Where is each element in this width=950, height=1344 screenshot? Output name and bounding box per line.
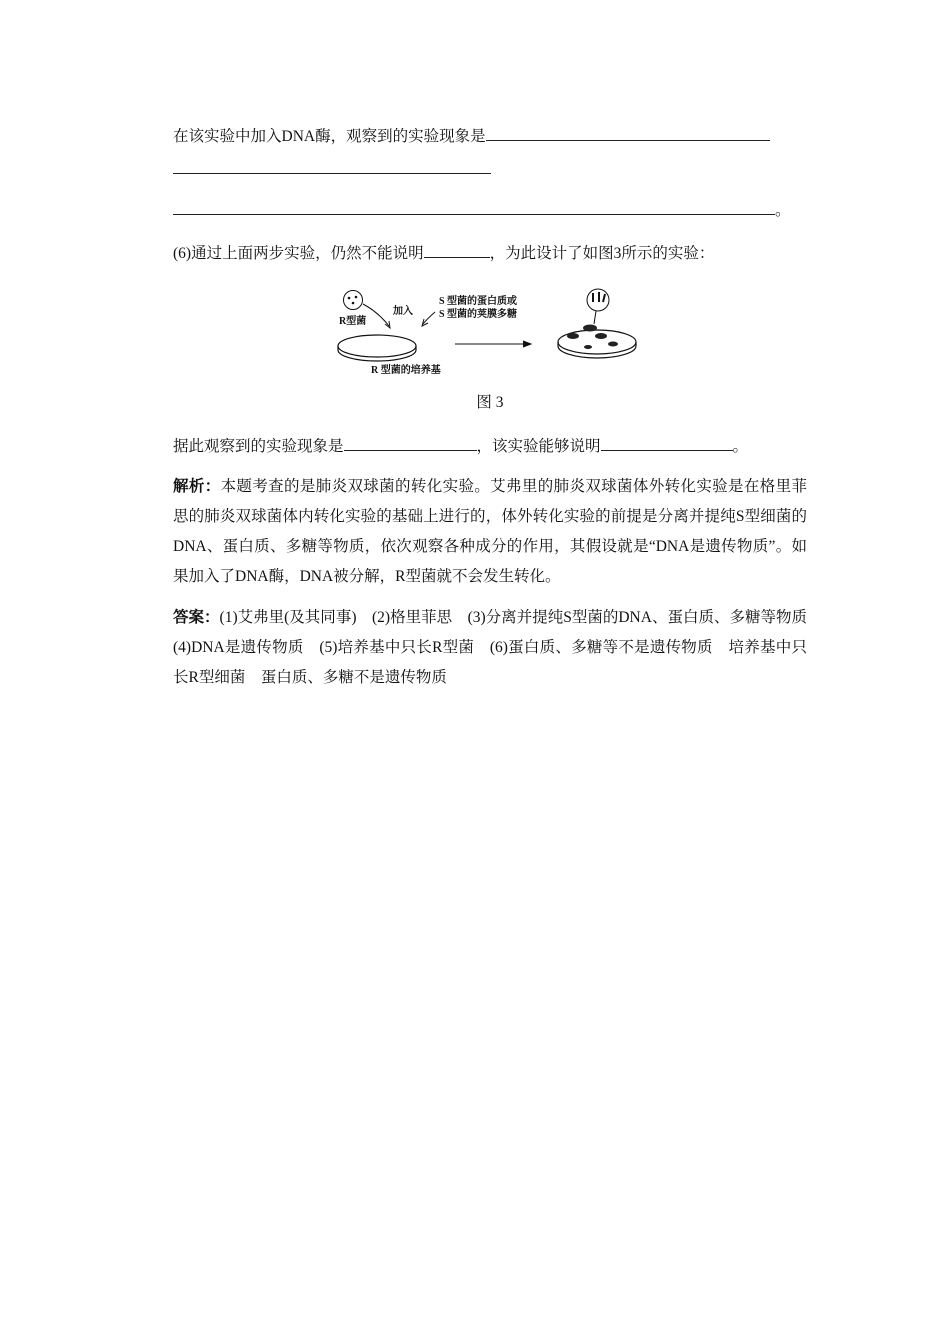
magnified-colony-icon [587, 289, 609, 324]
question-6-suffix: ，为此设计了如图3所示的实验： [489, 245, 715, 262]
analysis-paragraph [173, 472, 807, 592]
analysis-label: 解析： [173, 478, 221, 495]
answer-blank[interactable] [344, 433, 477, 451]
answer-blank[interactable] [601, 433, 733, 451]
period-mark: 。 [732, 438, 749, 455]
question-5-line-2 [173, 156, 491, 181]
question-5-text: 在该实验中加入DNA酶，观察到的实验现象是 [173, 128, 486, 145]
colony-icon [595, 333, 607, 339]
colony-icon [584, 345, 592, 349]
question-5-line [173, 123, 770, 148]
question-6b-line [173, 433, 748, 458]
r-bacteria-label: R型菌 [339, 316, 367, 327]
petri-dish-left [338, 335, 416, 361]
answer-blank[interactable] [173, 156, 491, 174]
answer-paragraph [173, 603, 823, 693]
medium-label: R 型菌的培养基 [371, 365, 441, 376]
answer-label: 答案： [173, 609, 220, 626]
figure-caption: 图 3 [476, 394, 504, 411]
question-5-line-3 [173, 197, 791, 222]
add-label: 加入 [393, 306, 413, 317]
answer-blank[interactable] [173, 197, 775, 215]
petri-dish-right [558, 325, 636, 359]
analysis-text: 本题考查的是肺炎双球菌的转化实验。艾弗里的肺炎双球菌体外转化实验是在格里菲思的肺炎双球菌体内转化实验的基础上进行的，体外转化实验的前提是分离并提纯S型细菌的DNA、蛋白质、多糖等物质，依次观察各种成分的作用，其假设就是“DNA是遗传物质”。如果加入了DNA酶，DNA被分解，R型菌就不会发生转化。 [173, 478, 807, 585]
question-6b-prefix: 据此观察到的实验现象是 [173, 438, 344, 455]
question-6-prefix: (6)通过上面两步实验，仍然不能说明 [173, 245, 424, 262]
r-bacteria-icon [344, 291, 363, 310]
answer-blank[interactable] [424, 240, 490, 258]
colony-icon [583, 325, 597, 332]
colony-icon [567, 333, 579, 339]
figure-3-diagram [333, 286, 653, 378]
arrow-line [363, 304, 389, 326]
arrow-line [423, 312, 435, 324]
question-6b-middle: ，该实验能够说明 [476, 438, 601, 455]
question-6-line [173, 240, 714, 265]
process-arrow-head [523, 341, 531, 347]
answer-blank[interactable] [486, 123, 770, 141]
colony-icon [608, 342, 618, 347]
s-protein-label: S 型菌的蛋白质或 [439, 296, 518, 307]
answer-text: (1)艾弗里(及其同事) (2)格里菲思 (3)分离并提纯S型菌的DNA、蛋白质、多糖等物质 (4)DNA是遗传物质 (5)培养基中只长R型菌 (6)蛋白质、多糖等不是遗传物质 培养基中只长R型细菌 蛋白质、多糖不是遗传物质 [173, 609, 823, 686]
s-polysaccharide-label: S 型菌的荚膜多糖 [439, 309, 518, 320]
period-mark: 。 [775, 202, 791, 219]
experiment-diagram [333, 286, 653, 378]
